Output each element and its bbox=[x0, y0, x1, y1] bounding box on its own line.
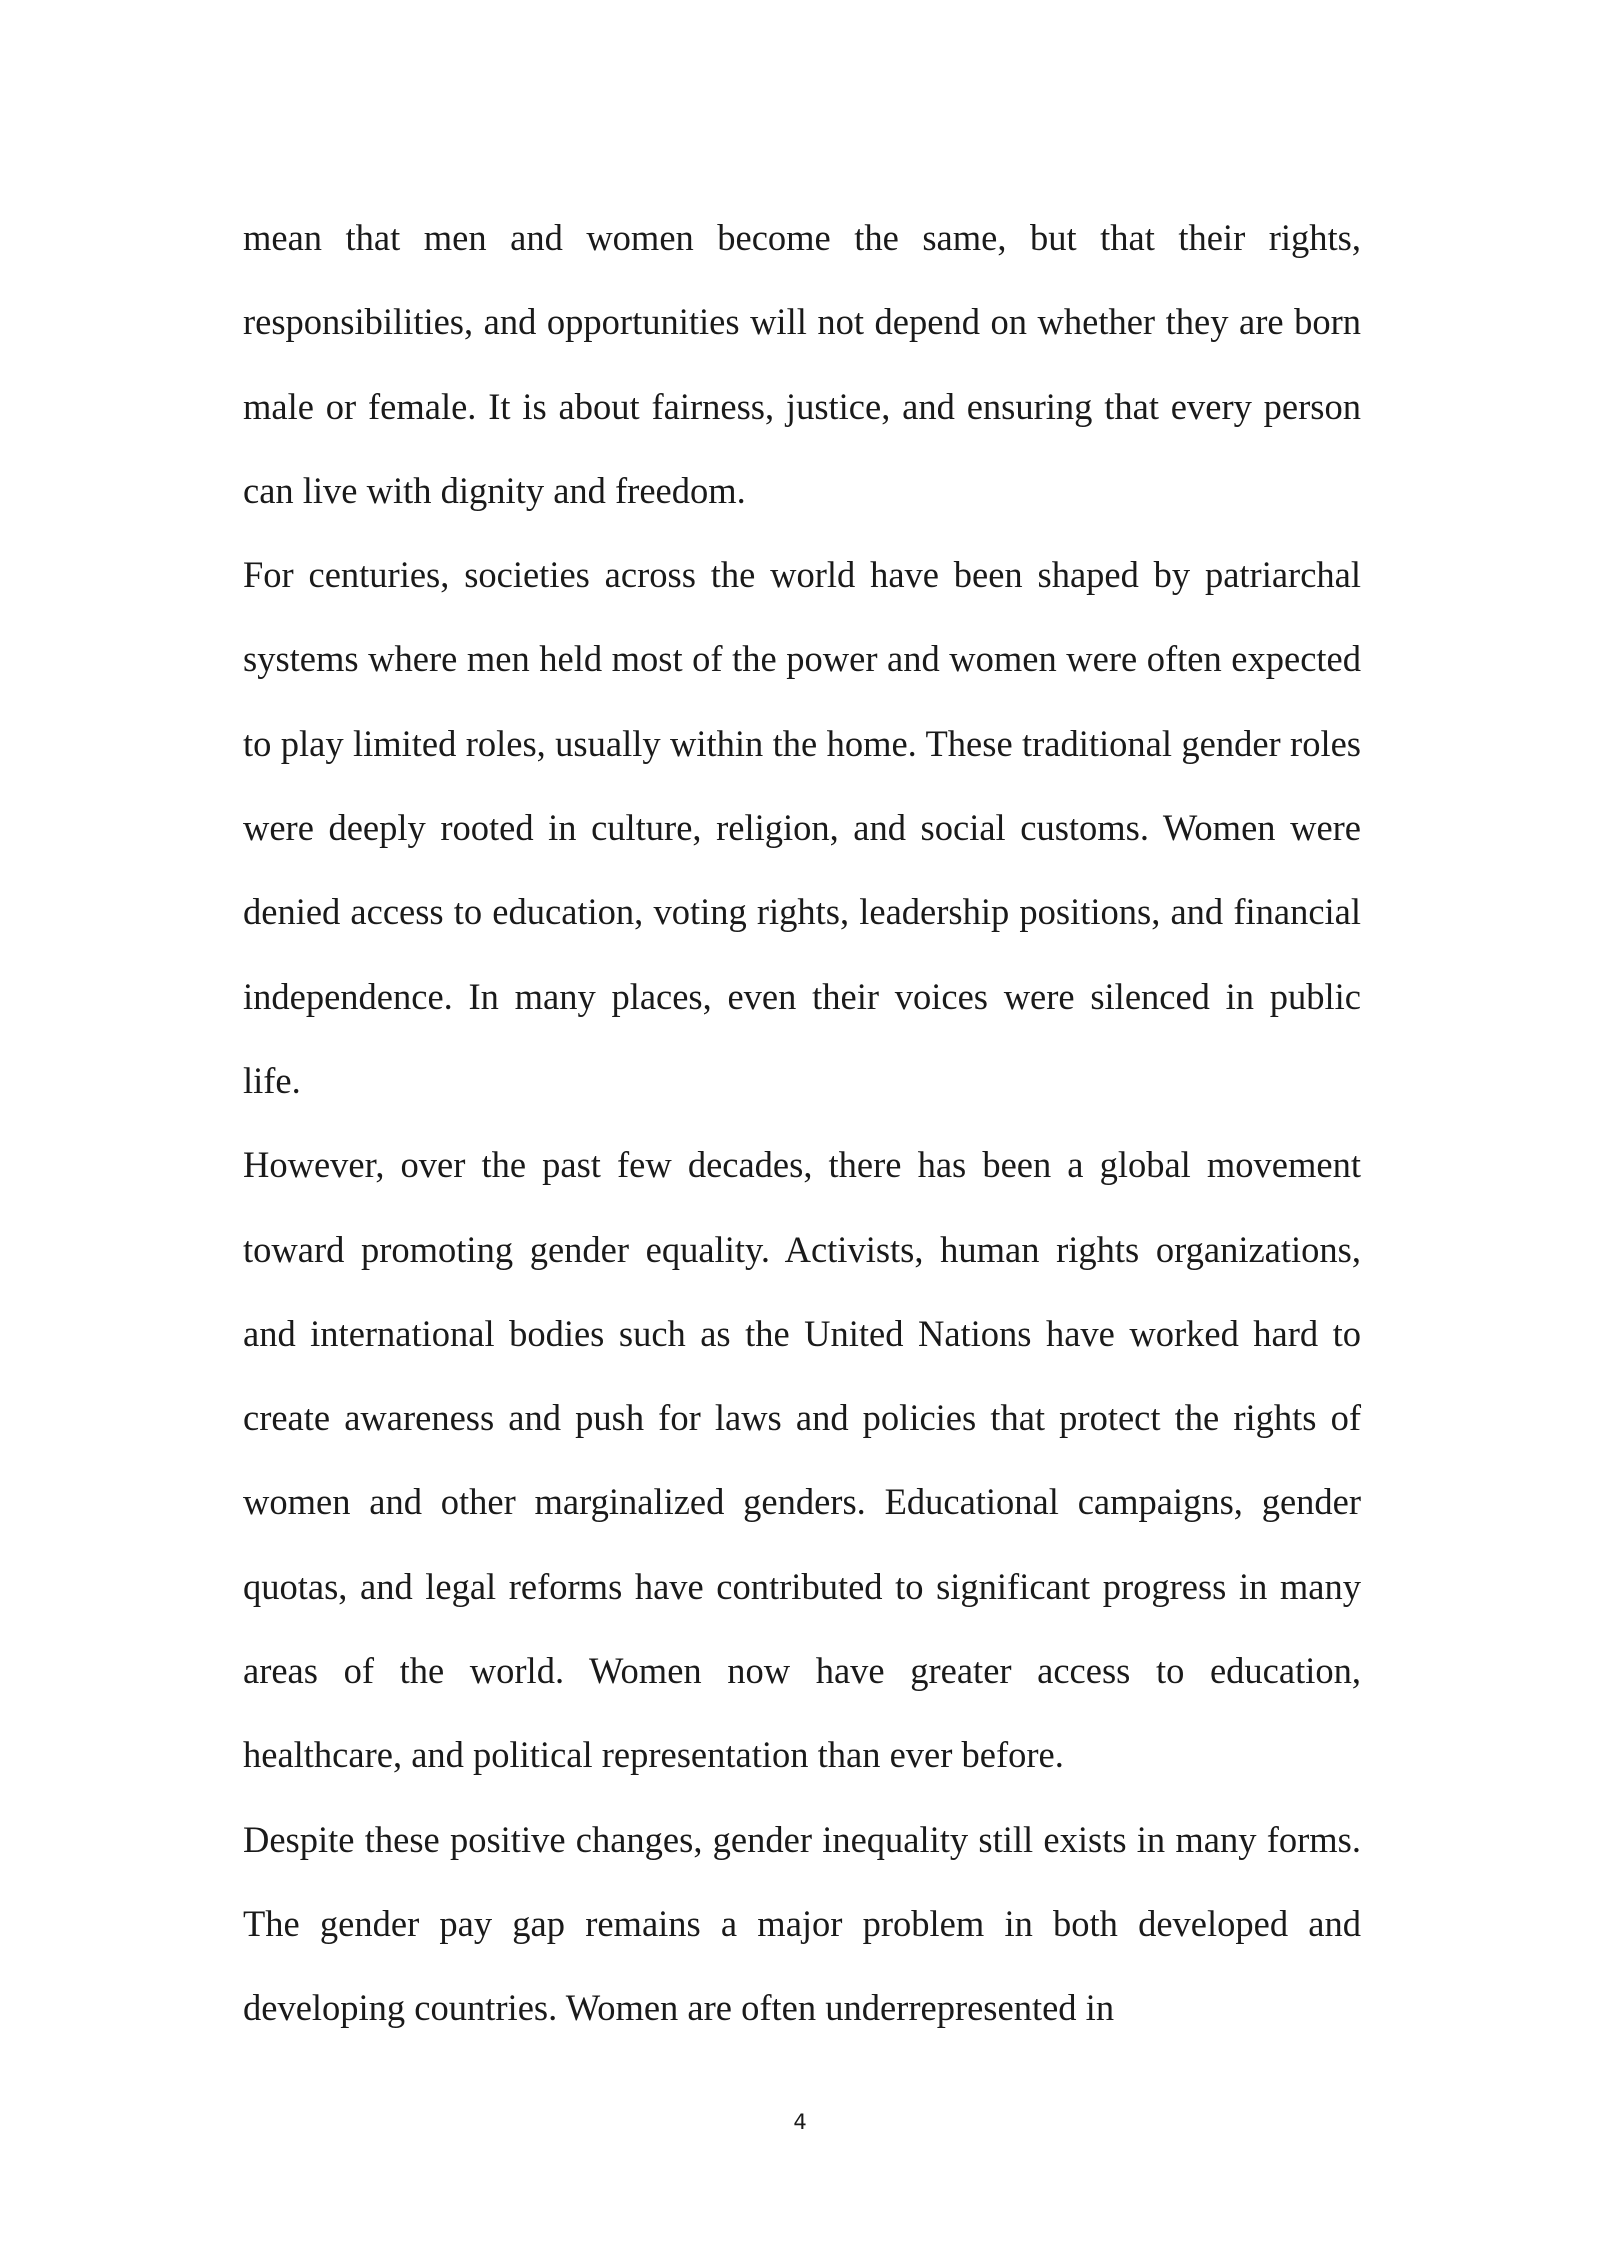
paragraph-1: mean that men and women become the same, but that their rights, responsibilities, and opportunities will not depend on whether they are born male or female. It is about fairness, justice, and ensuring that every person can live with dignity and freedom. bbox=[243, 217, 1361, 511]
page-number: 4 bbox=[793, 2110, 807, 2134]
body-text bbox=[243, 196, 1361, 2051]
paragraph-3: However, over the past few decades, there has been a global movement toward promoting gender equality. Activists, human rights organizations, and international bodies such as the United Nations have worked hard to create awareness and push for laws and policies that protect the rights of women and other marginalized genders. Educational campaigns, gender quotas, and legal reforms have contributed to significant progress in many areas of the world. Women now have greater access to education, healthcare, and political representation than ever before. bbox=[243, 1144, 1361, 1776]
paragraph-4: Despite these positive changes, gender inequality still exists in many forms. The gender pay gap remains a major problem in both developed and developing countries. Women are often underrepresented in bbox=[243, 1818, 1361, 2029]
paragraph-2: For centuries, societies across the world have been shaped by patriarchal systems where men held most of the power and women were often expected to play limited roles, usually within the home. These traditional gender roles were deeply rooted in culture, religion, and social customs. Women were denied access to education, voting rights, leadership positions, and financial independence. In many places, even their voices were silenced in public life. bbox=[243, 554, 1361, 1101]
